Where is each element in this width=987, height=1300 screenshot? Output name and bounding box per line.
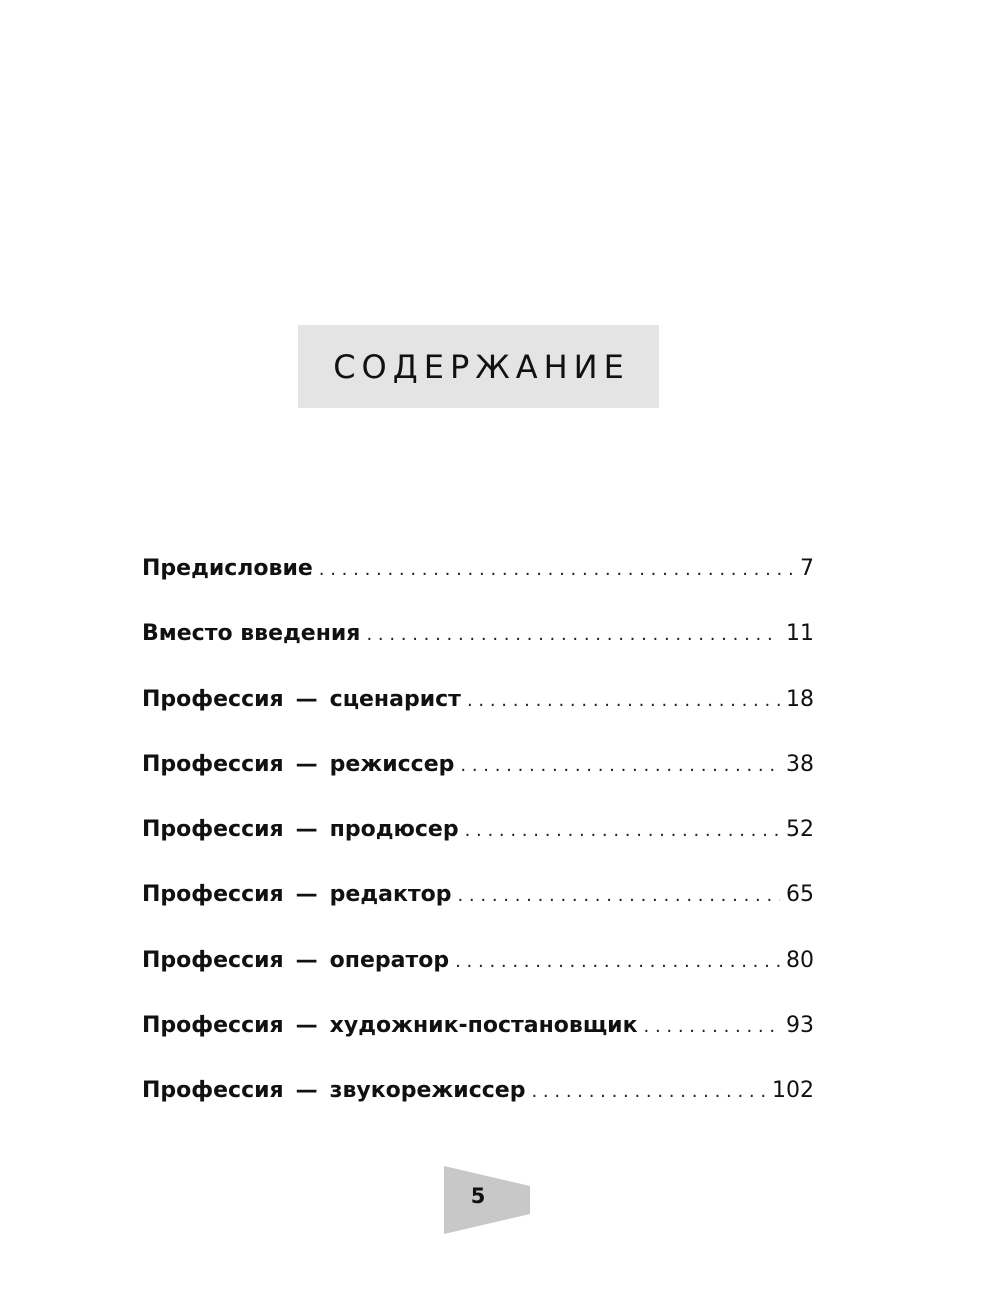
toc-prefix: Профессия bbox=[142, 1013, 284, 1039]
toc-prefix: Профессия bbox=[142, 817, 284, 843]
page-title: СОДЕРЖАНИЕ bbox=[333, 347, 630, 386]
toc-dash: — bbox=[295, 947, 318, 973]
title-box bbox=[298, 325, 659, 408]
toc-role: редактор bbox=[329, 882, 452, 908]
toc-label bbox=[142, 882, 451, 907]
toc-page-number: 80 bbox=[786, 947, 814, 973]
toc-page-number: 102 bbox=[772, 1078, 814, 1104]
toc-leader-dots bbox=[460, 755, 780, 776]
toc-label bbox=[142, 948, 449, 973]
table-of-contents bbox=[142, 556, 814, 1144]
toc-dash: — bbox=[295, 817, 318, 843]
toc-page-number: 38 bbox=[786, 751, 814, 777]
toc-role: художник-постановщик bbox=[329, 1013, 638, 1039]
toc-page-number: 18 bbox=[786, 686, 814, 712]
toc-label bbox=[142, 817, 459, 842]
toc-row-introduction[interactable] bbox=[142, 621, 814, 686]
toc-dash: — bbox=[295, 1078, 318, 1104]
toc-prefix: Профессия bbox=[142, 882, 284, 908]
toc-row-producer[interactable] bbox=[142, 817, 814, 882]
toc-row-screenwriter[interactable] bbox=[142, 687, 814, 752]
toc-leader-dots bbox=[465, 820, 780, 841]
toc-row-editor[interactable] bbox=[142, 882, 814, 947]
toc-leader-dots bbox=[467, 690, 780, 711]
toc-label: Предисловие bbox=[142, 556, 313, 581]
toc-leader-dots bbox=[319, 559, 794, 580]
toc-leader-dots bbox=[644, 1016, 781, 1037]
toc-role: сценарист bbox=[329, 686, 461, 712]
toc-leader-dots bbox=[531, 1081, 766, 1102]
toc-role: оператор bbox=[329, 947, 450, 973]
toc-prefix: Профессия bbox=[142, 751, 284, 777]
toc-page-number: 52 bbox=[786, 817, 814, 843]
toc-label: Вместо введения bbox=[142, 621, 361, 647]
page-number-tab bbox=[444, 1166, 530, 1234]
toc-row-production-designer[interactable] bbox=[142, 1013, 814, 1078]
toc-label bbox=[142, 1013, 638, 1038]
toc-row-preface[interactable] bbox=[142, 556, 814, 621]
toc-page-number: 7 bbox=[800, 556, 814, 581]
toc-leader-dots bbox=[366, 624, 780, 645]
toc-label bbox=[142, 687, 461, 712]
toc-dash: — bbox=[295, 686, 318, 712]
toc-prefix: Профессия bbox=[142, 686, 284, 712]
toc-dash: — bbox=[295, 751, 318, 777]
toc-role: продюсер bbox=[329, 817, 459, 843]
toc-page-number: 65 bbox=[786, 882, 814, 908]
toc-row-sound-engineer[interactable] bbox=[142, 1078, 814, 1143]
toc-label bbox=[142, 752, 454, 777]
page-number: 5 bbox=[470, 1184, 486, 1208]
toc-row-director[interactable] bbox=[142, 752, 814, 817]
toc-row-cameraman[interactable] bbox=[142, 948, 814, 1013]
toc-dash: — bbox=[295, 882, 318, 908]
toc-prefix: Профессия bbox=[142, 947, 284, 973]
toc-label bbox=[142, 1078, 525, 1103]
toc-page-number: 93 bbox=[786, 1013, 814, 1039]
toc-role: звукорежиссер bbox=[329, 1078, 526, 1104]
toc-role: режиссер bbox=[329, 751, 455, 777]
toc-dash: — bbox=[295, 1013, 318, 1039]
toc-leader-dots bbox=[457, 885, 780, 906]
toc-prefix: Профессия bbox=[142, 1078, 284, 1104]
toc-leader-dots bbox=[455, 951, 780, 972]
toc-page-number: 11 bbox=[786, 621, 814, 647]
